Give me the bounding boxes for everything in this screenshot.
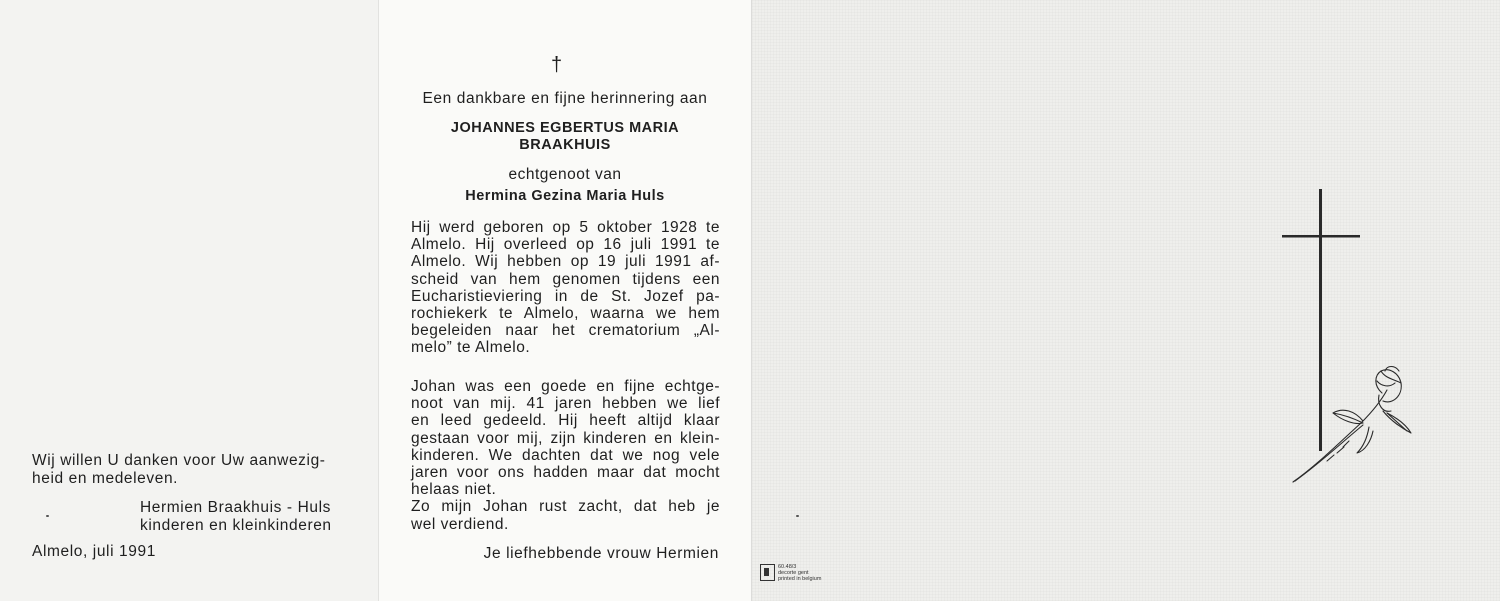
printer-text <box>778 564 821 582</box>
printer-text-line: 60.48/3 <box>778 564 797 570</box>
paper-speck <box>46 515 49 517</box>
name-line: BRAAKHUIS <box>519 137 611 153</box>
thanks-line: Wij willen U danken voor Uw aanwezig- <box>32 452 326 469</box>
printer-logo-icon <box>760 564 775 581</box>
paragraph-line: begeleiden naar het crematorium „Al- <box>411 322 720 340</box>
paragraph-line: helaas niet. <box>411 481 497 499</box>
paragraph-line: Johan was een goede en fijne echtge- <box>411 378 720 395</box>
signoff-line: Hermien Braakhuis - Huls <box>140 499 331 516</box>
middle-panel <box>378 0 751 601</box>
right-panel <box>751 0 1500 601</box>
place-date: Almelo, juli 1991 <box>32 543 156 560</box>
biography-paragraph <box>411 219 720 357</box>
paragraph-line: Eucharistieviering in de St. Jozef pa- <box>411 287 720 305</box>
name-line: JOHANNES EGBERTUS MARIA <box>450 120 680 136</box>
paragraph-line: noot van mij. 41 jaren hebben we lief <box>411 395 720 413</box>
paragraph-line: kinderen. We dachten dat we nog vele <box>411 446 720 464</box>
printer-text-line: decorte gent <box>778 570 809 576</box>
spouse-of-label: echtgenoot van <box>508 166 622 183</box>
paragraph-line: melo” te Almelo. <box>411 339 531 357</box>
paper-speck <box>796 515 799 517</box>
paragraph-line: rochiekerk te Almelo, waarna we hem <box>411 305 720 323</box>
paragraph-line: Almelo. Wij hebben op 19 juli 1991 af- <box>411 253 720 271</box>
printer-mark <box>760 564 821 582</box>
printer-text-line: printed in belgium <box>778 576 822 582</box>
paragraph-line: scheid van hem genomen tijdens een <box>411 270 720 288</box>
spouse-name: Hermina Gezina Maria Huls <box>465 188 665 204</box>
cross-with-rose-illustration <box>1277 185 1417 490</box>
paragraph-line: gestaan voor mij, zijn kinderen en klein- <box>411 429 720 447</box>
paragraph-line: jaren voor ons hadden maar dat mocht <box>411 464 720 482</box>
signoff-line: kinderen en kleinkinderen <box>140 517 332 534</box>
paragraph-line: en leed gedeeld. Hij heeft altijd klaar <box>411 412 720 430</box>
paragraph-line: Hij werd geboren op 5 oktober 1928 te <box>411 219 720 236</box>
thanks-line: heid en medeleven. <box>32 470 179 487</box>
paragraph-line: Zo mijn Johan rust zacht, dat heb je <box>411 498 720 516</box>
latin-cross-icon <box>1282 189 1360 451</box>
rose-icon <box>1293 367 1411 483</box>
deceased-name <box>409 120 721 154</box>
intro-text: Een dankbare en fijne herinnering aan <box>422 90 708 107</box>
family-signoff <box>140 499 332 535</box>
left-panel <box>0 0 378 601</box>
signature: Je liefhebbende vrouw Hermien <box>483 545 719 562</box>
cross-icon: † <box>551 54 563 76</box>
paragraph-line: Almelo. Hij overleed op 16 juli 1991 te <box>411 236 720 254</box>
thanks-text <box>32 452 352 488</box>
tribute-paragraph <box>411 378 720 533</box>
paragraph-line: wel verdiend. <box>411 515 509 533</box>
